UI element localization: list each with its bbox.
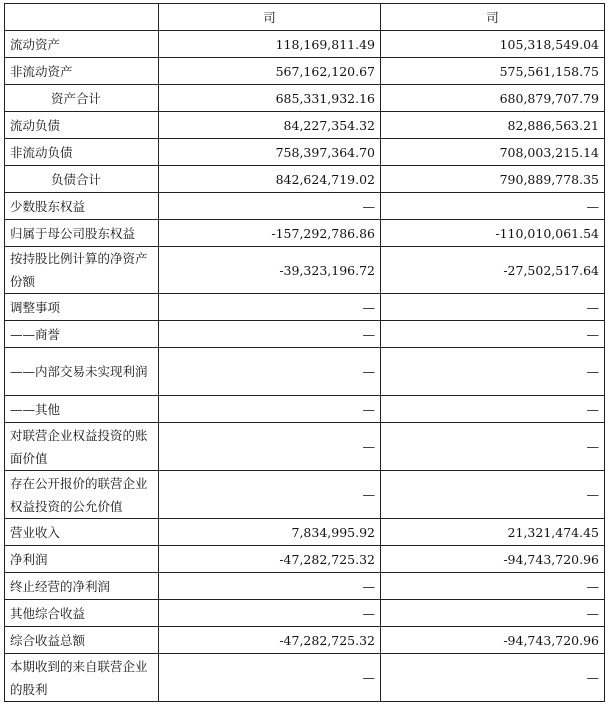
row-value-2: — — [381, 654, 605, 702]
row-label: 对联营企业权益投资的账面价值 — [5, 423, 159, 471]
row-value-2: 82,886,563.21 — [381, 112, 605, 139]
row-label: 其他综合收益 — [5, 600, 159, 627]
table-row — [5, 348, 605, 396]
row-label: 归属于母公司股东权益 — [5, 220, 159, 247]
row-value-2: 708,003,215.14 — [381, 139, 605, 166]
table-row — [5, 139, 605, 166]
row-value-1: 118,169,811.49 — [159, 31, 381, 58]
table-row — [5, 546, 605, 573]
row-value-2: 575,561,158.75 — [381, 58, 605, 85]
table-row — [5, 600, 605, 627]
row-value-1: — — [159, 600, 381, 627]
row-value-1: — — [159, 573, 381, 600]
table-row — [5, 112, 605, 139]
table-row — [5, 396, 605, 423]
row-value-1: — — [159, 321, 381, 348]
row-label: 按持股比例计算的净资产份额 — [5, 247, 159, 294]
row-value-1: -47,282,725.32 — [159, 627, 381, 654]
row-value-1: — — [159, 471, 381, 519]
row-value-2: — — [381, 573, 605, 600]
row-label: ——内部交易未实现利润 — [5, 348, 159, 396]
row-label: 少数股东权益 — [5, 193, 159, 220]
table-row — [5, 247, 605, 294]
row-value-1: — — [159, 193, 381, 220]
row-label: ——商誉 — [5, 321, 159, 348]
row-value-1: — — [159, 294, 381, 321]
row-value-2: -110,010,061.54 — [381, 220, 605, 247]
row-label: 流动资产 — [5, 31, 159, 58]
row-value-1: 758,397,364.70 — [159, 139, 381, 166]
row-value-2: — — [381, 193, 605, 220]
row-label: 终止经营的净利润 — [5, 573, 159, 600]
row-value-1: -157,292,786.86 — [159, 220, 381, 247]
row-label: 调整事项 — [5, 294, 159, 321]
row-value-1: — — [159, 654, 381, 702]
row-value-2: 105,318,549.04 — [381, 31, 605, 58]
table-row — [5, 519, 605, 546]
table-row — [5, 654, 605, 702]
row-value-1: 7,834,995.92 — [159, 519, 381, 546]
table-row — [5, 31, 605, 58]
table-row — [5, 166, 605, 193]
row-value-2: -94,743,720.96 — [381, 546, 605, 573]
table-row — [5, 471, 605, 519]
table-row — [5, 423, 605, 471]
row-value-1: -47,282,725.32 — [159, 546, 381, 573]
row-label: 净利润 — [5, 546, 159, 573]
row-value-2: — — [381, 471, 605, 519]
row-label: 负债合计 — [5, 166, 159, 193]
financial-summary-table — [4, 3, 605, 702]
row-value-2: 21,321,474.45 — [381, 519, 605, 546]
row-value-2: -27,502,517.64 — [381, 247, 605, 294]
row-value-2: 790,889,778.35 — [381, 166, 605, 193]
table-row — [5, 573, 605, 600]
row-label: 存在公开报价的联营企业权益投资的公允价值 — [5, 471, 159, 519]
row-value-1: — — [159, 348, 381, 396]
row-value-1: 567,162,120.67 — [159, 58, 381, 85]
row-value-2: — — [381, 600, 605, 627]
table-row — [5, 58, 605, 85]
row-value-2: — — [381, 348, 605, 396]
row-label: 营业收入 — [5, 519, 159, 546]
row-value-1: — — [159, 423, 381, 471]
row-label: 流动负债 — [5, 112, 159, 139]
row-value-1: 842,624,719.02 — [159, 166, 381, 193]
row-value-2: -94,743,720.96 — [381, 627, 605, 654]
row-value-2: — — [381, 294, 605, 321]
table-row — [5, 294, 605, 321]
row-value-2: — — [381, 423, 605, 471]
table-row — [5, 220, 605, 247]
row-value-2: 680,879,707.79 — [381, 85, 605, 112]
header-column-2: 司 — [381, 4, 605, 31]
row-value-1: -39,323,196.72 — [159, 247, 381, 294]
table-row — [5, 193, 605, 220]
row-label: 综合收益总额 — [5, 627, 159, 654]
row-label: 非流动负债 — [5, 139, 159, 166]
row-label: 本期收到的来自联营企业的股利 — [5, 654, 159, 702]
row-label: ——其他 — [5, 396, 159, 423]
row-value-2: — — [381, 321, 605, 348]
table-header-row — [5, 4, 605, 31]
table-row — [5, 627, 605, 654]
row-label: 非流动资产 — [5, 58, 159, 85]
row-value-1: 685,331,932.16 — [159, 85, 381, 112]
row-value-2: — — [381, 396, 605, 423]
row-value-1: 84,227,354.32 — [159, 112, 381, 139]
row-value-1: — — [159, 396, 381, 423]
header-label-cell — [5, 4, 159, 31]
header-column-1: 司 — [159, 4, 381, 31]
table-row — [5, 321, 605, 348]
row-label: 资产合计 — [5, 85, 159, 112]
table-row — [5, 85, 605, 112]
